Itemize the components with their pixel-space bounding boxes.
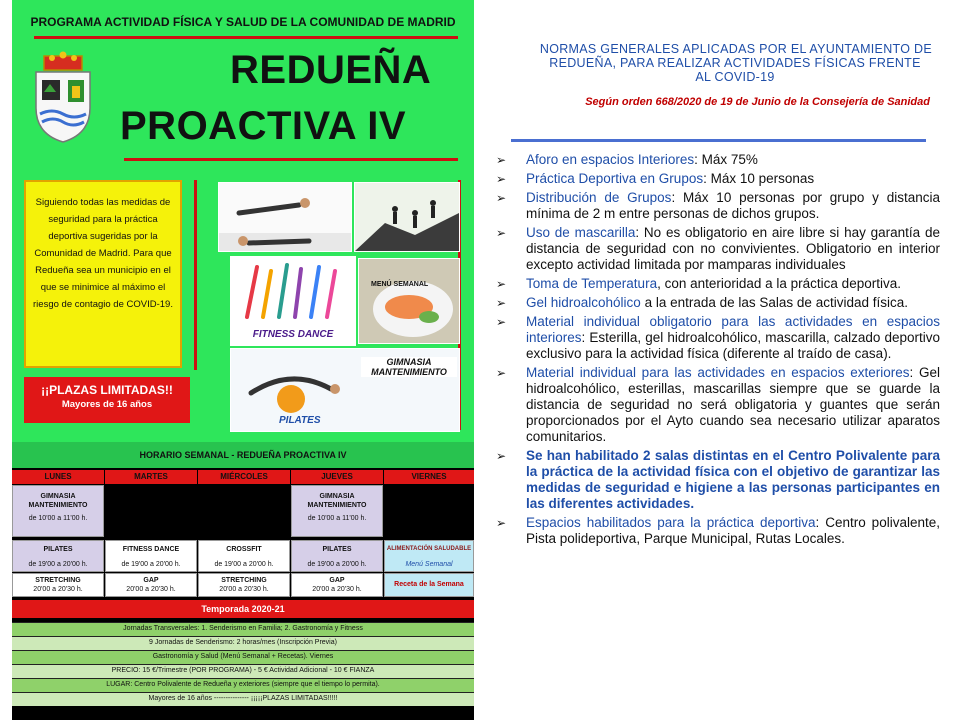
cell-jueves-gap: GAP 20'00 a 20'30 h. (291, 573, 383, 597)
rule-item: ➢ Uso de mascarilla: No es obligatorio en aire libre si hay garantía de distancia de seguridad con no convivientes. Obligatorio en interior excepto actividad limitada por mamparas individuales (496, 225, 940, 272)
rule-item: ➢ Espacios habilitados para la práctica deportiva: Centro polivalente, Pista polideportiva, Parque Municipal, Rutas Locales. (496, 515, 940, 546)
arrow-bullet-icon: ➢ (496, 516, 507, 530)
cell-lunes-gimnasia: GIMNASIA MANTENIMIENTO de 10'00 a 11'00 h. (12, 485, 104, 537)
fitness-dance-label: FITNESS DANCE (252, 329, 334, 340)
arrow-bullet-icon: ➢ (496, 449, 507, 463)
rule-item: ➢ Aforo en espacios Interiores: Máx 75% (496, 152, 758, 167)
rules-header (490, 42, 940, 84)
rules-header-line1: NORMAS GENERALES APLICADAS POR EL AYUNTAMIENTO DE (539, 42, 932, 56)
photo-menu (358, 258, 460, 344)
rule-item: ➢ Práctica Deportiva en Grupos: Máx 10 personas (496, 171, 815, 186)
intro-box: Siguiendo todas las medidas de seguridad para la práctica deportiva sugeridas por la Comunidad de Madrid. Para que Redueña sea un municipio en el que se minimice al máximo el riesgo de contagio de COVID-19. (24, 180, 182, 368)
photo-plank (218, 182, 352, 252)
cell-viernes-receta: Receta de la Semana (384, 573, 474, 597)
day-miercoles: MIÉRCOLES (198, 470, 290, 484)
salmon-plate-icon (359, 259, 459, 343)
cell-martes-gap: GAP 20'00 a 20'30 h. (105, 573, 197, 597)
cell-miercoles-stretching: STRETCHING 20'00 a 20'30 h. (198, 573, 290, 597)
day-lunes: LUNES (12, 470, 104, 484)
arrow-bullet-icon: ➢ (496, 296, 507, 310)
rules-divider (511, 139, 926, 142)
info-edad: Mayores de 16 años --------------- ¡¡¡¡¡PLAZAS LIMITADAS!!!!! (12, 692, 474, 706)
info-lugar: LUGAR: Centro Polivalente de Redueña y exteriores (siempre que el tiempo lo permita). (12, 678, 474, 692)
info-gastronomia: Gastronomía y Salud (Menú Semanal + Recetas). Viernes (12, 650, 474, 664)
rule-item: ➢ Distribución de Grupos: Máx 10 personas por grupo y distancia mínima de 2 m entre personas de dichos grupos. (496, 190, 940, 221)
title-line-1: REDUEÑA (230, 48, 432, 92)
info-precio: PRECIO: 15 €/Trimestre (POR PROGRAMA) - 5 € Actividad Adicional - 10 € FIANZA (12, 664, 474, 678)
plazas-label: ¡¡PLAZAS LIMITADAS!! (41, 383, 173, 397)
age-label: Mayores de 16 años (61, 399, 153, 410)
coat-of-arms-icon (30, 48, 96, 146)
photo-fitness-dance (230, 256, 356, 346)
arrow-bullet-icon: ➢ (496, 277, 507, 291)
rule-item: ➢ Toma de Temperatura, con anterioridad a la práctica deportiva. (496, 276, 901, 291)
rules-header-line2: REDUEÑA, PARA REALIZAR ACTIVIDADES FÍSICAS FRENTE (549, 56, 921, 70)
info-senderismo: 9 Jornadas de Senderismo: 2 horas/mes (Inscripción Previa) (12, 636, 474, 650)
rule-item: ➢ Se han habilitado 2 salas distintas en el Centro Polivalente para la práctica de la actividad física con el objetivo de garantizar las medidas de seguridad e higiene a las personas participantes en las diferentes actividades. (496, 448, 940, 511)
dancers-icon (231, 257, 355, 327)
menu-semanal-label: MENÚ SEMANAL (371, 281, 429, 288)
gimnasia-label: GIMNASIA MANTENIMIENTO (361, 357, 457, 377)
rules-subtitle: Según orden 668/2020 de 19 de Junio de la Consejería de Sanidad (585, 96, 930, 108)
info-jornadas: Jornadas Transversales: 1. Senderismo en Familia; 2. Gastronomía y Fitness (12, 622, 474, 636)
divider (34, 36, 458, 39)
poster (12, 0, 474, 720)
rules-list (496, 152, 940, 550)
cell-miercoles-crossfit: CROSSFIT de 19'00 a 20'00 h. (198, 540, 290, 572)
arrow-bullet-icon: ➢ (496, 191, 507, 205)
cell-lunes-pilates: PILATES de 19'00 a 20'00 h. (12, 540, 104, 572)
rule-item: ➢ Material individual para las actividades en espacios exteriores: Gel hidroalcohólico, esterillas, mascarillas siempre que se guarde la distancia de seguridad no será obligatoria y guantes que serán proporcionados por el Ayto cuando sea necesario utilizar aparatos comunitarios. (496, 365, 940, 444)
pilates-label: PILATES (279, 415, 321, 426)
title-line-2: PROACTIVA IV (120, 104, 407, 148)
hikers-icon (355, 183, 459, 251)
cell-martes-fitness: FITNESS DANCE de 19'00 a 20'00 h. (105, 540, 197, 572)
arrow-bullet-icon: ➢ (496, 226, 507, 240)
season-bar: Temporada 2020-21 (12, 600, 474, 618)
rule-item: ➢ Gel hidroalcohólico a la entrada de las Salas de actividad física. (496, 295, 908, 310)
program-title: PROGRAMA ACTIVIDAD FÍSICA Y SALUD DE LA COMUNIDAD DE MADRID (12, 10, 474, 34)
photo-hikers (354, 182, 460, 252)
plazas-banner (24, 377, 190, 423)
rules-header-line3: AL COVID-19 (695, 70, 775, 84)
weekly-schedule (12, 442, 474, 720)
cell-lunes-stretching: STRETCHING 20'00 a 20'30 h. (12, 573, 104, 597)
rule-item: ➢ Material individual obligatorio para las actividades en espacios interiores: Esterilla, gel hidroalcohólico, mascarilla, calzado deportivo exclusivo para la actividad física (diferente al traído de casa). (496, 314, 940, 361)
arrow-bullet-icon: ➢ (496, 315, 507, 329)
schedule-title: HORARIO SEMANAL - REDUEÑA PROACTIVA IV (12, 442, 474, 468)
divider (194, 180, 197, 370)
divider (124, 158, 458, 161)
arrow-bullet-icon: ➢ (496, 366, 507, 380)
arrow-bullet-icon: ➢ (496, 172, 507, 186)
cell-viernes-alimentacion: ALIMENTACIÓN SALUDABLE Menú Semanal (384, 540, 474, 572)
photo-pilates (230, 348, 460, 432)
arrow-bullet-icon: ➢ (496, 153, 507, 167)
day-jueves: JUEVES (291, 470, 383, 484)
cell-jueves-gimnasia: GIMNASIA MANTENIMIENTO de 10'00 a 11'00 h. (291, 485, 383, 537)
day-viernes: VIERNES (384, 470, 474, 484)
day-martes: MARTES (105, 470, 197, 484)
cell-jueves-pilates: PILATES de 19'00 a 20'00 h. (291, 540, 383, 572)
plank-figure-icon (219, 183, 351, 251)
